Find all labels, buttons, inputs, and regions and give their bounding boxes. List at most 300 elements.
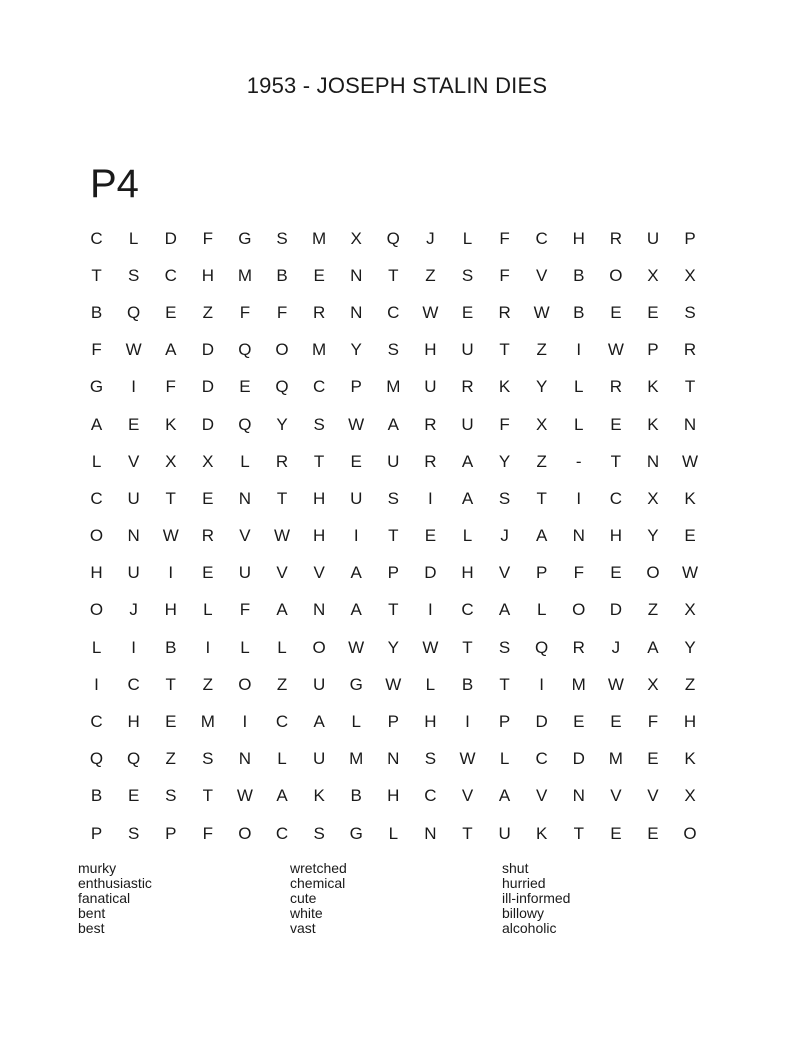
grid-cell: F <box>499 265 510 285</box>
grid-cell: F <box>647 712 659 732</box>
grid-cell: J <box>129 600 138 620</box>
grid-cell: Q <box>238 340 252 360</box>
grid-cell: F <box>165 377 176 397</box>
grid-cell: E <box>610 823 622 843</box>
grid-cell: M <box>349 749 364 769</box>
grid-cell: I <box>428 600 433 620</box>
grid-cell: H <box>127 712 140 732</box>
grid-cell: M <box>312 228 327 248</box>
grid-cell: N <box>572 786 585 806</box>
grid-cell: A <box>647 637 659 657</box>
grid-cell: U <box>424 377 437 397</box>
grid-cell: U <box>461 340 474 360</box>
grid-cell: L <box>91 451 102 471</box>
grid-cell: P <box>684 228 696 248</box>
grid-cell: U <box>461 414 474 434</box>
grid-cell: C <box>461 600 474 620</box>
grid-cell: T <box>165 674 176 694</box>
grid-row <box>78 332 709 369</box>
grid-row <box>78 703 709 740</box>
grid-cell: P <box>536 563 548 583</box>
grid-cell: S <box>498 637 511 657</box>
grid-cell: C <box>387 302 400 322</box>
grid-cell: S <box>498 488 511 508</box>
grid-cell: X <box>647 674 659 694</box>
grid-cell: E <box>461 302 474 322</box>
grid-cell: I <box>576 488 582 508</box>
grid-cell: S <box>313 414 325 434</box>
grid-cell: U <box>498 823 511 843</box>
grid-cell: B <box>573 265 585 285</box>
grid-cell: M <box>608 749 623 769</box>
grid-cell: A <box>276 786 288 806</box>
grid-cell: D <box>201 340 214 360</box>
grid-cell: V <box>647 786 659 806</box>
grid-cell: E <box>165 712 177 732</box>
grid-cell: F <box>239 302 251 322</box>
grid-cell: O <box>572 600 586 620</box>
grid-cell: C <box>609 488 622 508</box>
grid-row <box>78 592 709 629</box>
grid-cell: O <box>646 563 660 583</box>
grid-cell: Z <box>202 302 214 322</box>
grid-cell: I <box>539 674 545 694</box>
grid-row <box>78 369 709 406</box>
grid-cell: O <box>238 823 252 843</box>
grid-cell: E <box>127 786 140 806</box>
grid-cell: S <box>461 265 474 285</box>
grid-cell: I <box>94 674 99 694</box>
word-item: wretched <box>290 860 347 876</box>
grid-cell: L <box>388 823 399 843</box>
grid-cell: T <box>202 786 214 806</box>
grid-cell: S <box>165 786 177 806</box>
grid-cell: B <box>90 786 103 806</box>
grid-cell: X <box>647 488 659 508</box>
grid-cell: D <box>535 712 548 732</box>
grid-cell: Q <box>386 228 400 248</box>
grid-cell: W <box>125 340 142 360</box>
grid-cell: P <box>387 563 399 583</box>
grid-cell: H <box>201 265 214 285</box>
grid-cell: U <box>127 488 140 508</box>
grid-cell: R <box>461 377 474 397</box>
word-item: alcoholic <box>502 920 557 936</box>
grid-cell: I <box>353 526 359 546</box>
grid-cell: K <box>536 823 548 843</box>
grid-cell: L <box>574 377 584 397</box>
grid-cell: N <box>127 526 140 546</box>
grid-cell: R <box>683 340 697 360</box>
grid-row <box>78 443 709 480</box>
grid-cell: Y <box>387 637 399 657</box>
grid-cell: Y <box>350 340 362 360</box>
grid-cell: X <box>684 265 696 285</box>
grid-cell: H <box>312 526 326 546</box>
grid-cell: N <box>646 451 660 471</box>
grid-cell: L <box>203 600 213 620</box>
grid-cell: S <box>387 488 399 508</box>
grid-cell: X <box>165 451 177 471</box>
grid-cell: B <box>90 302 103 322</box>
grid-cell: W <box>607 340 624 360</box>
grid-cell: V <box>536 786 548 806</box>
grid-cell: G <box>349 823 363 843</box>
grid-cell: U <box>312 674 326 694</box>
grid-cell: H <box>312 488 326 508</box>
grid-cell: G <box>349 674 363 694</box>
grid-cell: K <box>165 414 177 434</box>
grid-cell: F <box>276 302 288 322</box>
grid-cell: I <box>131 377 136 397</box>
grid-cell: I <box>131 637 136 657</box>
grid-cell: H <box>683 712 697 732</box>
grid-cell: L <box>499 749 510 769</box>
grid-cell: E <box>647 823 659 843</box>
grid-cell: F <box>91 340 102 360</box>
grid-cell: O <box>275 340 289 360</box>
grid-cell: O <box>683 823 697 843</box>
grid-cell: L <box>425 674 436 694</box>
grid-cell: L <box>91 637 102 657</box>
grid-cell: A <box>536 526 548 546</box>
grid-cell: E <box>684 526 696 546</box>
grid-cell: Z <box>647 600 659 620</box>
grid-row <box>78 778 709 815</box>
grid-cell: L <box>240 451 250 471</box>
grid-cell: E <box>610 414 622 434</box>
grid-cell: E <box>350 451 362 471</box>
grid-cell: F <box>573 563 584 583</box>
grid-cell: W <box>236 786 253 806</box>
word-item: chemical <box>290 875 346 891</box>
grid-cell: W <box>459 749 476 769</box>
letter-grid <box>78 220 709 852</box>
grid-cell: O <box>238 674 252 694</box>
grid-row <box>78 518 709 555</box>
word-item: white <box>290 905 323 921</box>
grid-cell: X <box>350 228 362 248</box>
grid-cell: U <box>387 451 400 471</box>
grid-cell: E <box>647 749 659 769</box>
grid-cell: N <box>350 265 363 285</box>
word-item: shut <box>502 860 529 876</box>
grid-cell: Q <box>275 377 289 397</box>
grid-cell: E <box>610 563 622 583</box>
grid-cell: H <box>424 340 437 360</box>
grid-cell: D <box>424 563 437 583</box>
grid-cell: W <box>422 637 439 657</box>
grid-cell: W <box>682 563 699 583</box>
grid-cell: W <box>273 526 291 546</box>
grid-cell: E <box>165 302 177 322</box>
grid-cell: L <box>128 228 139 248</box>
grid-cell: D <box>201 414 214 434</box>
grid-cell: V <box>127 451 140 471</box>
grid-cell: H <box>461 563 474 583</box>
grid-cell: E <box>610 712 622 732</box>
grid-cell: X <box>684 786 696 806</box>
grid-cell: H <box>424 712 437 732</box>
grid-cell: N <box>387 749 400 769</box>
grid-cell: K <box>684 488 696 508</box>
grid-cell: S <box>202 749 214 769</box>
grid-cell: O <box>89 600 104 620</box>
grid-cell: R <box>275 451 289 471</box>
word-column-3 <box>502 861 570 936</box>
grid-cell: U <box>646 228 660 248</box>
grid-cell: E <box>647 302 659 322</box>
word-item: billowy <box>502 905 545 921</box>
grid-cell: G <box>238 228 252 248</box>
grid-cell: T <box>388 600 399 620</box>
grid-cell: I <box>465 712 470 732</box>
grid-cell: T <box>91 265 102 285</box>
grid-cell: C <box>90 228 103 248</box>
grid-cell: D <box>572 749 585 769</box>
grid-cell: D <box>201 377 214 397</box>
grid-row <box>78 257 709 294</box>
grid-cell: C <box>275 823 289 843</box>
grid-cell: N <box>238 488 252 508</box>
grid-cell: V <box>313 563 325 583</box>
grid-cell: T <box>499 340 510 360</box>
grid-row <box>78 629 709 666</box>
grid-row <box>78 406 709 443</box>
grid-cell: F <box>499 228 510 248</box>
grid-cell: W <box>162 526 179 546</box>
grid-cell: R <box>312 302 326 322</box>
grid-cell: T <box>388 526 399 546</box>
grid-cell: S <box>127 823 140 843</box>
grid-cell: W <box>422 302 439 322</box>
word-item: hurried <box>502 875 546 891</box>
grid-cell: Y <box>536 377 548 397</box>
grid-cell: A <box>165 340 177 360</box>
grid-cell: C <box>424 786 437 806</box>
grid-cell: S <box>387 340 399 360</box>
grid-cell: Z <box>684 674 696 694</box>
grid-cell: Q <box>127 302 141 322</box>
grid-cell: F <box>202 228 214 248</box>
word-item: fanatical <box>78 890 131 906</box>
grid-cell: H <box>609 526 622 546</box>
grid-cell: C <box>127 674 140 694</box>
grid-cell: B <box>461 674 474 694</box>
grid-cell: V <box>536 265 548 285</box>
grid-cell: I <box>242 712 248 732</box>
grid-cell: H <box>572 228 585 248</box>
grid-cell: N <box>683 414 697 434</box>
grid-cell: R <box>609 377 622 397</box>
word-item: best <box>78 920 105 936</box>
grid-cell: D <box>164 228 177 248</box>
grid-cell: W <box>348 414 365 434</box>
word-item: enthusiastic <box>78 875 152 891</box>
grid-cell: D <box>609 600 622 620</box>
grid-cell: E <box>127 414 140 434</box>
word-item: ill-informed <box>502 890 571 906</box>
grid-cell: W <box>533 302 550 322</box>
grid-cell: X <box>536 414 548 434</box>
grid-cell: T <box>610 451 622 471</box>
grid-cell: C <box>275 712 289 732</box>
grid-cell: H <box>90 563 103 583</box>
grid-cell: T <box>165 488 176 508</box>
grid-cell: B <box>350 786 362 806</box>
grid-cell: A <box>350 563 362 583</box>
grid-cell: A <box>461 451 474 471</box>
grid-cell: H <box>387 786 400 806</box>
grid-row <box>78 294 709 331</box>
grid-cell: N <box>424 823 437 843</box>
grid-cell: B <box>276 265 288 285</box>
grid-cell: N <box>572 526 585 546</box>
grid-cell: M <box>312 340 327 360</box>
grid-cell: P <box>387 712 399 732</box>
word-item: cute <box>290 890 317 906</box>
grid-cell: E <box>239 377 251 397</box>
grid-cell: R <box>498 302 511 322</box>
grid-cell: Z <box>425 265 436 285</box>
grid-cell: K <box>647 377 659 397</box>
grid-cell: L <box>462 526 473 546</box>
grid-cell: M <box>237 265 252 285</box>
grid-cell: A <box>387 414 399 434</box>
grid-cell: U <box>312 749 326 769</box>
grid-cell: I <box>205 637 211 657</box>
grid-cell: C <box>535 749 548 769</box>
word-item: bent <box>78 905 106 921</box>
grid-cell: R <box>424 414 437 434</box>
grid-cell: A <box>498 786 511 806</box>
grid-cell: W <box>385 674 402 694</box>
grid-cell: C <box>164 265 177 285</box>
grid-cell: E <box>610 302 622 322</box>
grid-cell: T <box>313 451 325 471</box>
grid-cell: C <box>90 488 103 508</box>
grid-cell: L <box>277 637 287 657</box>
grid-cell: E <box>313 265 325 285</box>
grid-cell: Z <box>165 749 176 769</box>
grid-row <box>78 741 709 778</box>
grid-cell: L <box>574 414 584 434</box>
grid-cell: L <box>536 600 547 620</box>
grid-cell: A <box>313 712 325 732</box>
grid-cell: Q <box>535 637 549 657</box>
word-list <box>78 861 718 961</box>
grid-cell: E <box>202 563 214 583</box>
grid-cell: T <box>573 823 584 843</box>
grid-cell: A <box>461 488 474 508</box>
grid-cell: W <box>682 451 699 471</box>
grid-cell: C <box>535 228 548 248</box>
grid-cell: K <box>684 749 696 769</box>
grid-cell: U <box>238 563 252 583</box>
grid-cell: Q <box>89 749 104 769</box>
grid-cell: T <box>684 377 696 397</box>
grid-cell: F <box>202 823 214 843</box>
grid-cell: K <box>647 414 659 434</box>
grid-cell: W <box>607 674 624 694</box>
grid-cell: Z <box>536 451 547 471</box>
grid-cell: N <box>312 600 326 620</box>
grid-cell: Z <box>202 674 214 694</box>
page-title: 1953 - JOSEPH STALIN DIES <box>246 73 548 98</box>
grid-cell: A <box>276 600 288 620</box>
grid-cell: I <box>576 340 582 360</box>
grid-cell: N <box>238 749 252 769</box>
grid-cell: T <box>499 674 510 694</box>
grid-cell: M <box>386 377 401 397</box>
grid-cell: P <box>90 823 103 843</box>
grid-cell: Y <box>647 526 659 546</box>
grid-row <box>78 666 709 703</box>
grid-cell: B <box>573 302 585 322</box>
grid-cell: E <box>202 488 214 508</box>
grid-cell: V <box>461 786 474 806</box>
grid-cell: S <box>276 228 288 248</box>
word-item: vast <box>290 920 316 936</box>
grid-cell: P <box>647 340 659 360</box>
grid-cell: I <box>168 563 174 583</box>
grid-cell: R <box>201 526 214 546</box>
grid-cell: N <box>350 302 363 322</box>
puzzle-id: P4 <box>90 162 139 206</box>
grid-cell: L <box>462 228 473 248</box>
grid-cell: X <box>202 451 214 471</box>
grid-cell: O <box>89 526 104 546</box>
grid-cell: G <box>89 377 104 397</box>
grid-cell: S <box>127 265 140 285</box>
grid-cell: V <box>610 786 622 806</box>
word-item: murky <box>78 860 117 876</box>
word-column-1 <box>78 861 152 936</box>
grid-cell: X <box>647 265 659 285</box>
grid-cell: S <box>684 302 696 322</box>
grid-cell: X <box>684 600 696 620</box>
grid-cell: T <box>462 823 473 843</box>
grid-cell: J <box>611 637 621 657</box>
grid-cell: K <box>313 786 325 806</box>
grid-row <box>78 480 709 517</box>
grid-cell: F <box>239 600 251 620</box>
grid-cell: E <box>573 712 585 732</box>
grid-cell: O <box>312 637 326 657</box>
grid-cell: S <box>424 749 437 769</box>
grid-cell: H <box>164 600 177 620</box>
grid-cell: S <box>313 823 325 843</box>
grid-cell: J <box>500 526 509 546</box>
grid-cell: P <box>498 712 511 732</box>
grid-cell: P <box>165 823 177 843</box>
grid-cell: P <box>350 377 362 397</box>
grid-cell: T <box>388 265 399 285</box>
grid-cell: R <box>424 451 437 471</box>
grid-cell: A <box>350 600 362 620</box>
grid-cell: Q <box>238 414 252 434</box>
word-column-2 <box>290 861 347 936</box>
grid-cell: T <box>462 637 473 657</box>
grid-cell: W <box>348 637 365 657</box>
grid-cell: J <box>426 228 435 248</box>
grid-cell: K <box>498 377 511 397</box>
grid-cell: R <box>609 228 622 248</box>
grid-cell: V <box>498 563 511 583</box>
grid-cell: - <box>575 451 582 471</box>
grid-cell: B <box>165 637 177 657</box>
grid-row <box>78 555 709 592</box>
